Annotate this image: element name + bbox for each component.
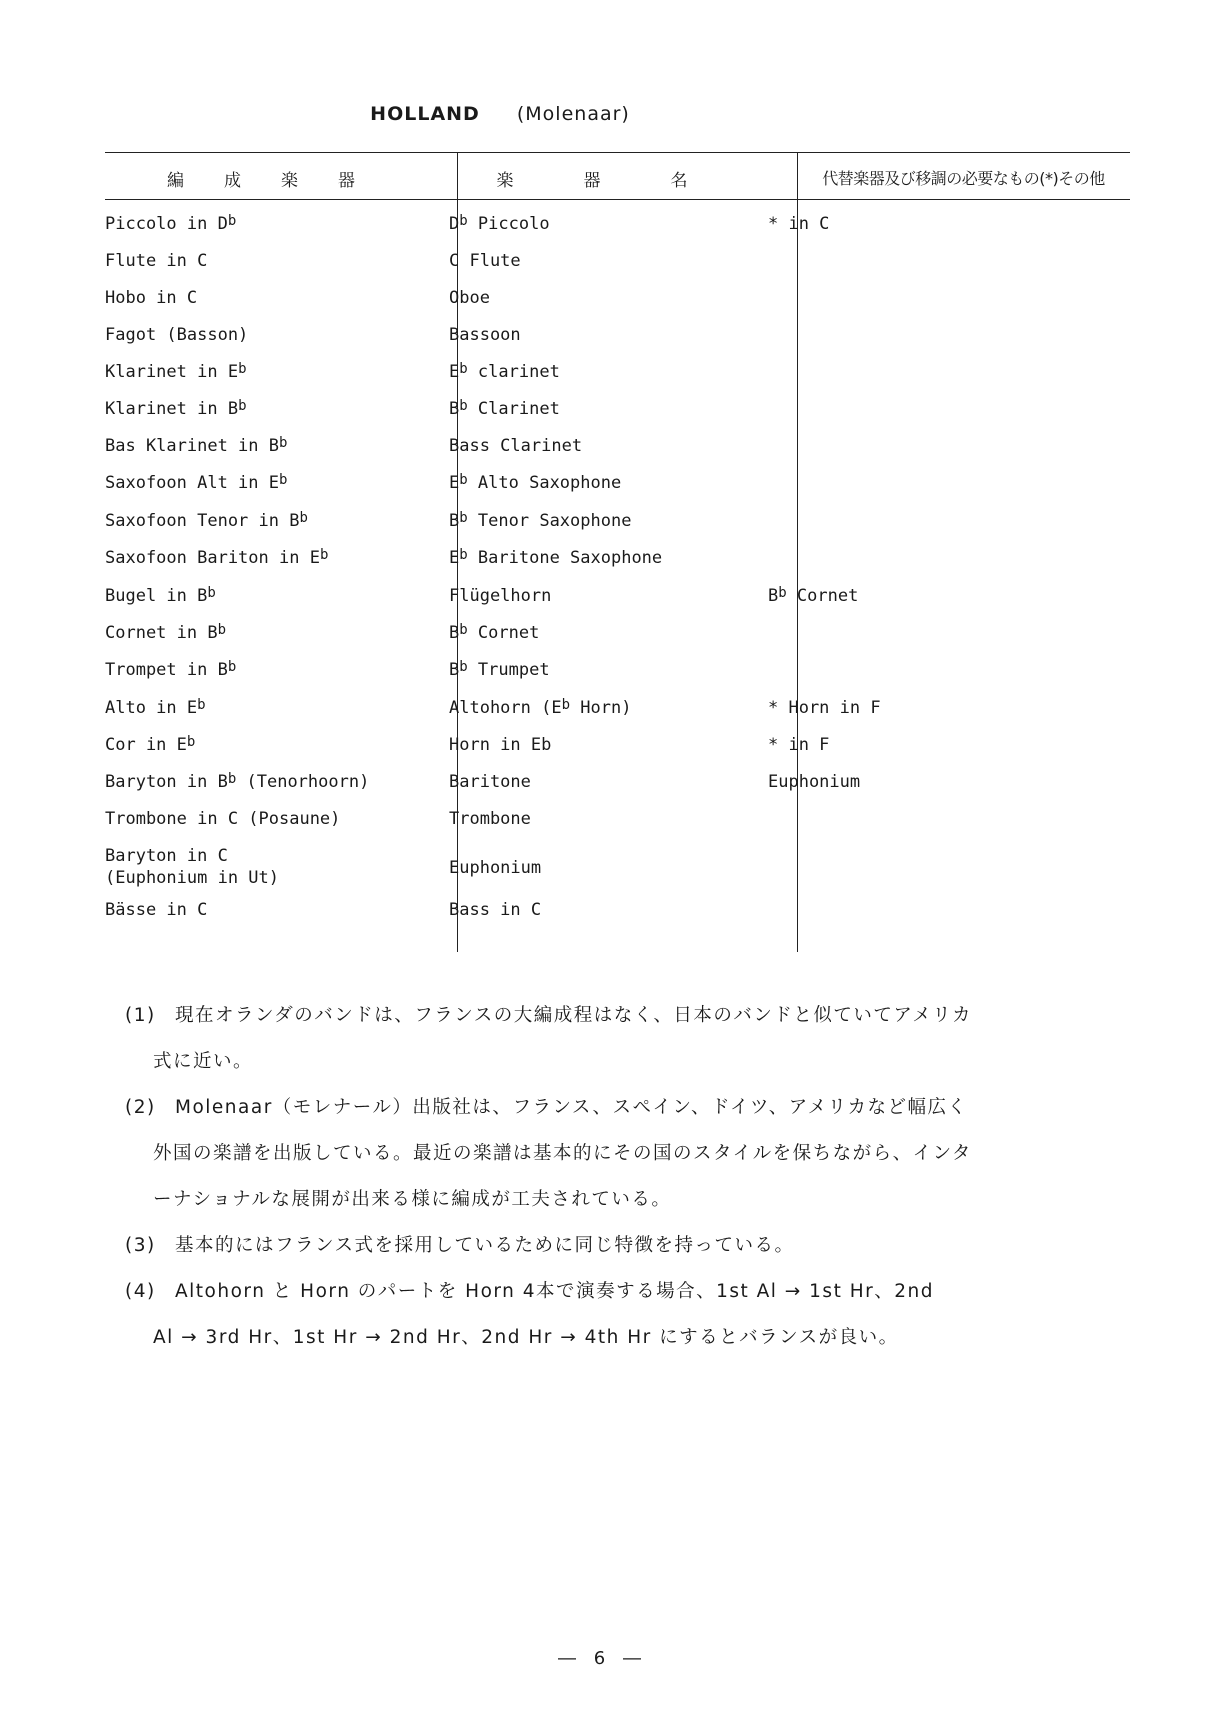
instrument-name-prefix: E: [449, 473, 460, 493]
instrument-name-text: Bass in C: [449, 900, 542, 920]
instrumentation-text: Saxofoon Tenor in B: [105, 511, 300, 531]
table-row-instrument-name: [449, 325, 521, 345]
flat-superscript: b: [279, 435, 288, 451]
table-row-instrumentation: [105, 586, 216, 606]
flat-superscript: b: [561, 697, 571, 713]
header-instrumentation: 編成楽器: [167, 171, 395, 191]
instrument-name-prefix: Altohorn (E: [449, 698, 562, 718]
table-row-instrumentation: [105, 772, 369, 792]
table-row-instrumentation: [105, 436, 287, 456]
note-number: (4): [125, 1281, 156, 1302]
table-row-instrument-name: [449, 399, 560, 419]
table-row-instrument-name: [449, 809, 531, 829]
note-item: [125, 1085, 1115, 1223]
note-line: Altohorn と Horn のパートを Horn 4本で演奏する場合、1st Al → 1st Hr、2nd: [175, 1281, 934, 1302]
table-row-instrument-name: [449, 251, 521, 271]
instrument-name-text: Trumpet: [467, 660, 550, 680]
note-line: 現在オランダのバンドは、フランスの大編成程はなく、日本のバンドと似ていてアメリカ: [175, 1005, 973, 1026]
instrumentation-text: Fagot (Basson): [105, 325, 249, 345]
title-publisher: (Molenaar): [516, 103, 630, 125]
instrument-name-text: Tenor Saxophone: [467, 511, 632, 531]
instrument-name-text: Bassoon: [449, 325, 521, 345]
instrument-name-prefix: B: [449, 399, 460, 419]
table-row-instrument-name: [449, 660, 550, 680]
substitute-prefix: B: [768, 586, 779, 606]
instrumentation-text: Flute in C: [105, 251, 208, 271]
instrumentation-text: Piccolo in D: [105, 214, 228, 234]
instrument-name-text: Baritone: [449, 772, 531, 792]
flat-superscript: b: [319, 547, 329, 563]
instrument-name-text: Clarinet: [467, 399, 560, 419]
flat-superscript: b: [299, 510, 308, 526]
table-row-instrument-name: [449, 511, 631, 531]
table-header-rule: [105, 199, 1130, 200]
table-row-instrumentation: [105, 325, 248, 345]
table-row-instrument-name: [449, 586, 551, 606]
table-row-instrument-name: [449, 548, 662, 568]
flat-superscript: b: [459, 547, 468, 563]
note-line: Molenaar（モレナール）出版社は、フランス、スペイン、ドイツ、アメリカなど幅広く: [175, 1097, 968, 1118]
instrumentation-text: Saxofoon Alt in E: [105, 473, 279, 493]
table-top-rule: [105, 152, 1130, 153]
note-number: (3): [125, 1235, 156, 1256]
table-row-instrumentation: [105, 399, 247, 419]
instrument-name-text: Flügelhorn: [449, 586, 552, 606]
table-row-substitute: [768, 735, 829, 755]
instrumentation-text: Baryton in C: [105, 846, 228, 866]
note-number: (2): [125, 1097, 156, 1118]
note-line: Al → 3rd Hr、1st Hr → 2nd Hr、2nd Hr → 4th Hr にするとバランスが良い。: [153, 1327, 899, 1348]
note-item: [125, 993, 1115, 1085]
flat-superscript: b: [197, 697, 206, 713]
flat-superscript: b: [227, 213, 237, 229]
table-row-instrumentation: [105, 900, 207, 920]
table-row-substitute: [768, 698, 881, 718]
table-row-instrumentation: [105, 548, 328, 568]
table-row-instrument-name: [449, 362, 560, 382]
table-row-instrumentation: [105, 511, 308, 531]
table-row-instrumentation: [105, 623, 226, 643]
flat-superscript: b: [227, 771, 237, 787]
table-row-instrumentation: [105, 698, 206, 718]
flat-superscript: b: [227, 659, 237, 675]
instrumentation-text: Klarinet in E: [105, 362, 239, 382]
instrument-name-text: Horn in Eb: [449, 735, 552, 755]
instrument-name-text: clarinet: [467, 362, 560, 382]
table-row-instrument-name: [449, 473, 621, 493]
table-row-instrument-name: [449, 735, 551, 755]
instrumentation-text: Trombone in C (Posaune): [105, 809, 341, 829]
page-title: [0, 103, 1000, 125]
flat-superscript: b: [459, 398, 468, 414]
table-row-instrument-name: [449, 623, 539, 643]
instrument-name-text: Alto Saxophone: [467, 473, 622, 493]
table-row-instrument-name: [449, 698, 631, 718]
flat-superscript: b: [459, 659, 468, 675]
instrument-name-text: Trombone: [449, 809, 531, 829]
flat-superscript: b: [238, 361, 247, 377]
flat-superscript: b: [217, 622, 227, 638]
flat-superscript: b: [207, 585, 216, 601]
instrumentation-text: Trompet in B: [105, 660, 228, 680]
instrumentation-text: Bässe in C: [105, 900, 208, 920]
table-row-instrumentation: [105, 288, 197, 308]
table-row-instrument-name: [449, 900, 541, 920]
instrument-name-prefix: B: [449, 511, 460, 531]
page-number: ― 6 ―: [558, 1648, 647, 1669]
column-divider-2: [797, 152, 798, 952]
instrument-name-text: Cornet: [467, 623, 540, 643]
flat-superscript: b: [778, 585, 787, 601]
table-row-substitute: [768, 586, 858, 606]
table-row-instrument-name: [449, 288, 490, 308]
table-row-instrumentation: [105, 214, 236, 234]
note-number: (1): [125, 1005, 156, 1026]
instrumentation-suffix: (Tenorhoorn): [236, 772, 370, 792]
flat-superscript: b: [459, 622, 468, 638]
table-row-instrumentation: [105, 660, 236, 680]
table-row-instrument-name: [449, 214, 550, 234]
flat-superscript: b: [459, 213, 468, 229]
instrumentation-text: Bas Klarinet in B: [105, 436, 279, 456]
note-line: ーナショナルな展開が出来る様に編成が工夫されている。: [153, 1189, 672, 1210]
substitute-text: * in C: [768, 214, 830, 234]
instrument-name-prefix: B: [449, 660, 460, 680]
instrument-name-text: Bass Clarinet: [449, 436, 583, 456]
instrumentation-second-line: (Euphonium in Ut): [105, 868, 279, 888]
note-line: 基本的にはフランス式を採用しているために同じ特徴を持っている。: [175, 1235, 795, 1256]
note-line: 外国の楽譜を出版している。最近の楽譜は基本的にその国のスタイルを保ちながら、インタ: [153, 1143, 972, 1164]
instrument-name-text: C Flute: [449, 251, 521, 271]
instrumentation-text: Cornet in B: [105, 623, 218, 643]
table-row-instrumentation: [105, 473, 287, 493]
instrument-name-prefix: D: [449, 214, 460, 234]
substitute-text: Cornet: [786, 586, 859, 606]
instrument-name-prefix: B: [449, 623, 460, 643]
instrumentation-text: Bugel in B: [105, 586, 208, 606]
note-item: [125, 1269, 1115, 1361]
flat-superscript: b: [459, 361, 468, 377]
table-row-instrumentation: [105, 846, 279, 888]
table-row-substitute: [768, 214, 829, 234]
table-row-instrument-name: [449, 772, 531, 792]
instrumentation-text: Cor in E: [105, 735, 187, 755]
flat-superscript: b: [238, 398, 247, 414]
table-row-instrument-name: [449, 858, 541, 878]
table-row-instrumentation: [105, 362, 247, 382]
table-row-instrumentation: [105, 809, 340, 829]
instrument-name-text: Piccolo: [467, 214, 550, 234]
note-line: 式に近い。: [153, 1051, 254, 1072]
instrument-name-text: Horn): [570, 698, 632, 718]
substitute-text: * in F: [768, 735, 830, 755]
table-row-instrument-name: [449, 436, 582, 456]
header-instrument-name: 楽器名: [496, 171, 758, 191]
instrumentation-text: Klarinet in B: [105, 399, 239, 419]
flat-superscript: b: [279, 472, 288, 488]
note-item: [125, 1223, 1115, 1269]
instrumentation-text: Hobo in C: [105, 288, 198, 308]
instrument-name-prefix: E: [449, 548, 460, 568]
instrumentation-text: Alto in E: [105, 698, 198, 718]
flat-superscript: b: [459, 510, 468, 526]
substitute-text: Euphonium: [768, 772, 861, 792]
instrument-name-text: Euphonium: [449, 858, 542, 878]
notes-section: [125, 993, 1115, 1361]
flat-superscript: b: [186, 734, 196, 750]
instrument-name-text: Baritone Saxophone: [467, 548, 663, 568]
instrumentation-text: Baryton in B: [105, 772, 228, 792]
table-row-substitute: [768, 772, 860, 792]
flat-superscript: b: [459, 472, 468, 488]
substitute-text: * Horn in F: [768, 698, 881, 718]
title-country: HOLLAND: [370, 103, 480, 125]
table-row-instrumentation: [105, 735, 195, 755]
instrument-name-text: Oboe: [449, 288, 490, 308]
instrument-name-prefix: E: [449, 362, 460, 382]
instrument-table: [105, 152, 1130, 952]
header-substitute: 代替楽器及び移調の必要なもの(*)その他: [822, 169, 1105, 188]
instrumentation-text: Saxofoon Bariton in E: [105, 548, 320, 568]
table-row-instrumentation: [105, 251, 207, 271]
